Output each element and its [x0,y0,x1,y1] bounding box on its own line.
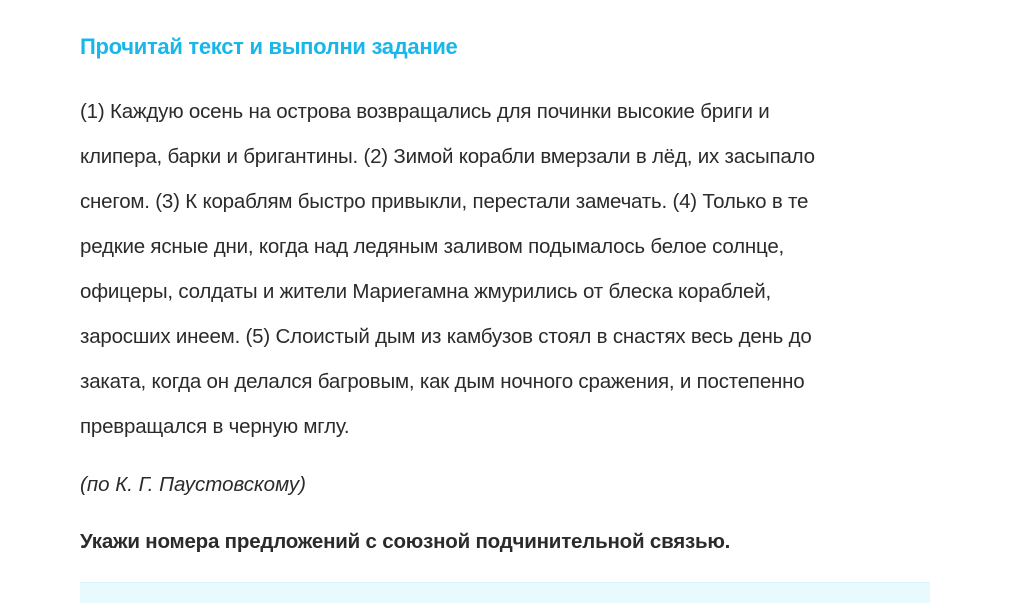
answer-area[interactable] [80,582,930,603]
task-title: Прочитай текст и выполни задание [80,34,458,59]
passage-line: превращался в черную мглу. [80,415,350,438]
passage-source: (по К. Г. Паустовскому) [80,473,306,496]
passage-line: снегом. (3) К кораблям быстро привыкли, перестали замечать. (4) Только в те [80,190,809,213]
passage-line: редкие ясные дни, когда над ледяным заливом подымалось белое солнце, [80,235,785,258]
passage-line: заросших инеем. (5) Слоистый дым из камбузов стоял в снастях весь день до [80,325,812,348]
passage-line: заката, когда он делался багровым, как дым ночного сражения, и постепенно [80,370,805,393]
passage-line: клипера, барки и бригантины. (2) Зимой корабли вмерзали в лёд, их засыпало [80,145,815,168]
passage-text [80,89,930,449]
passage-line: офицеры, солдаты и жители Мариегамна жмурились от блеска кораблей, [80,280,771,303]
passage-line: (1) Каждую осень на острова возвращались для починки высокие бриги и [80,100,770,123]
question-text: Укажи номера предложений с союзной подчинительной связью. [80,530,731,553]
